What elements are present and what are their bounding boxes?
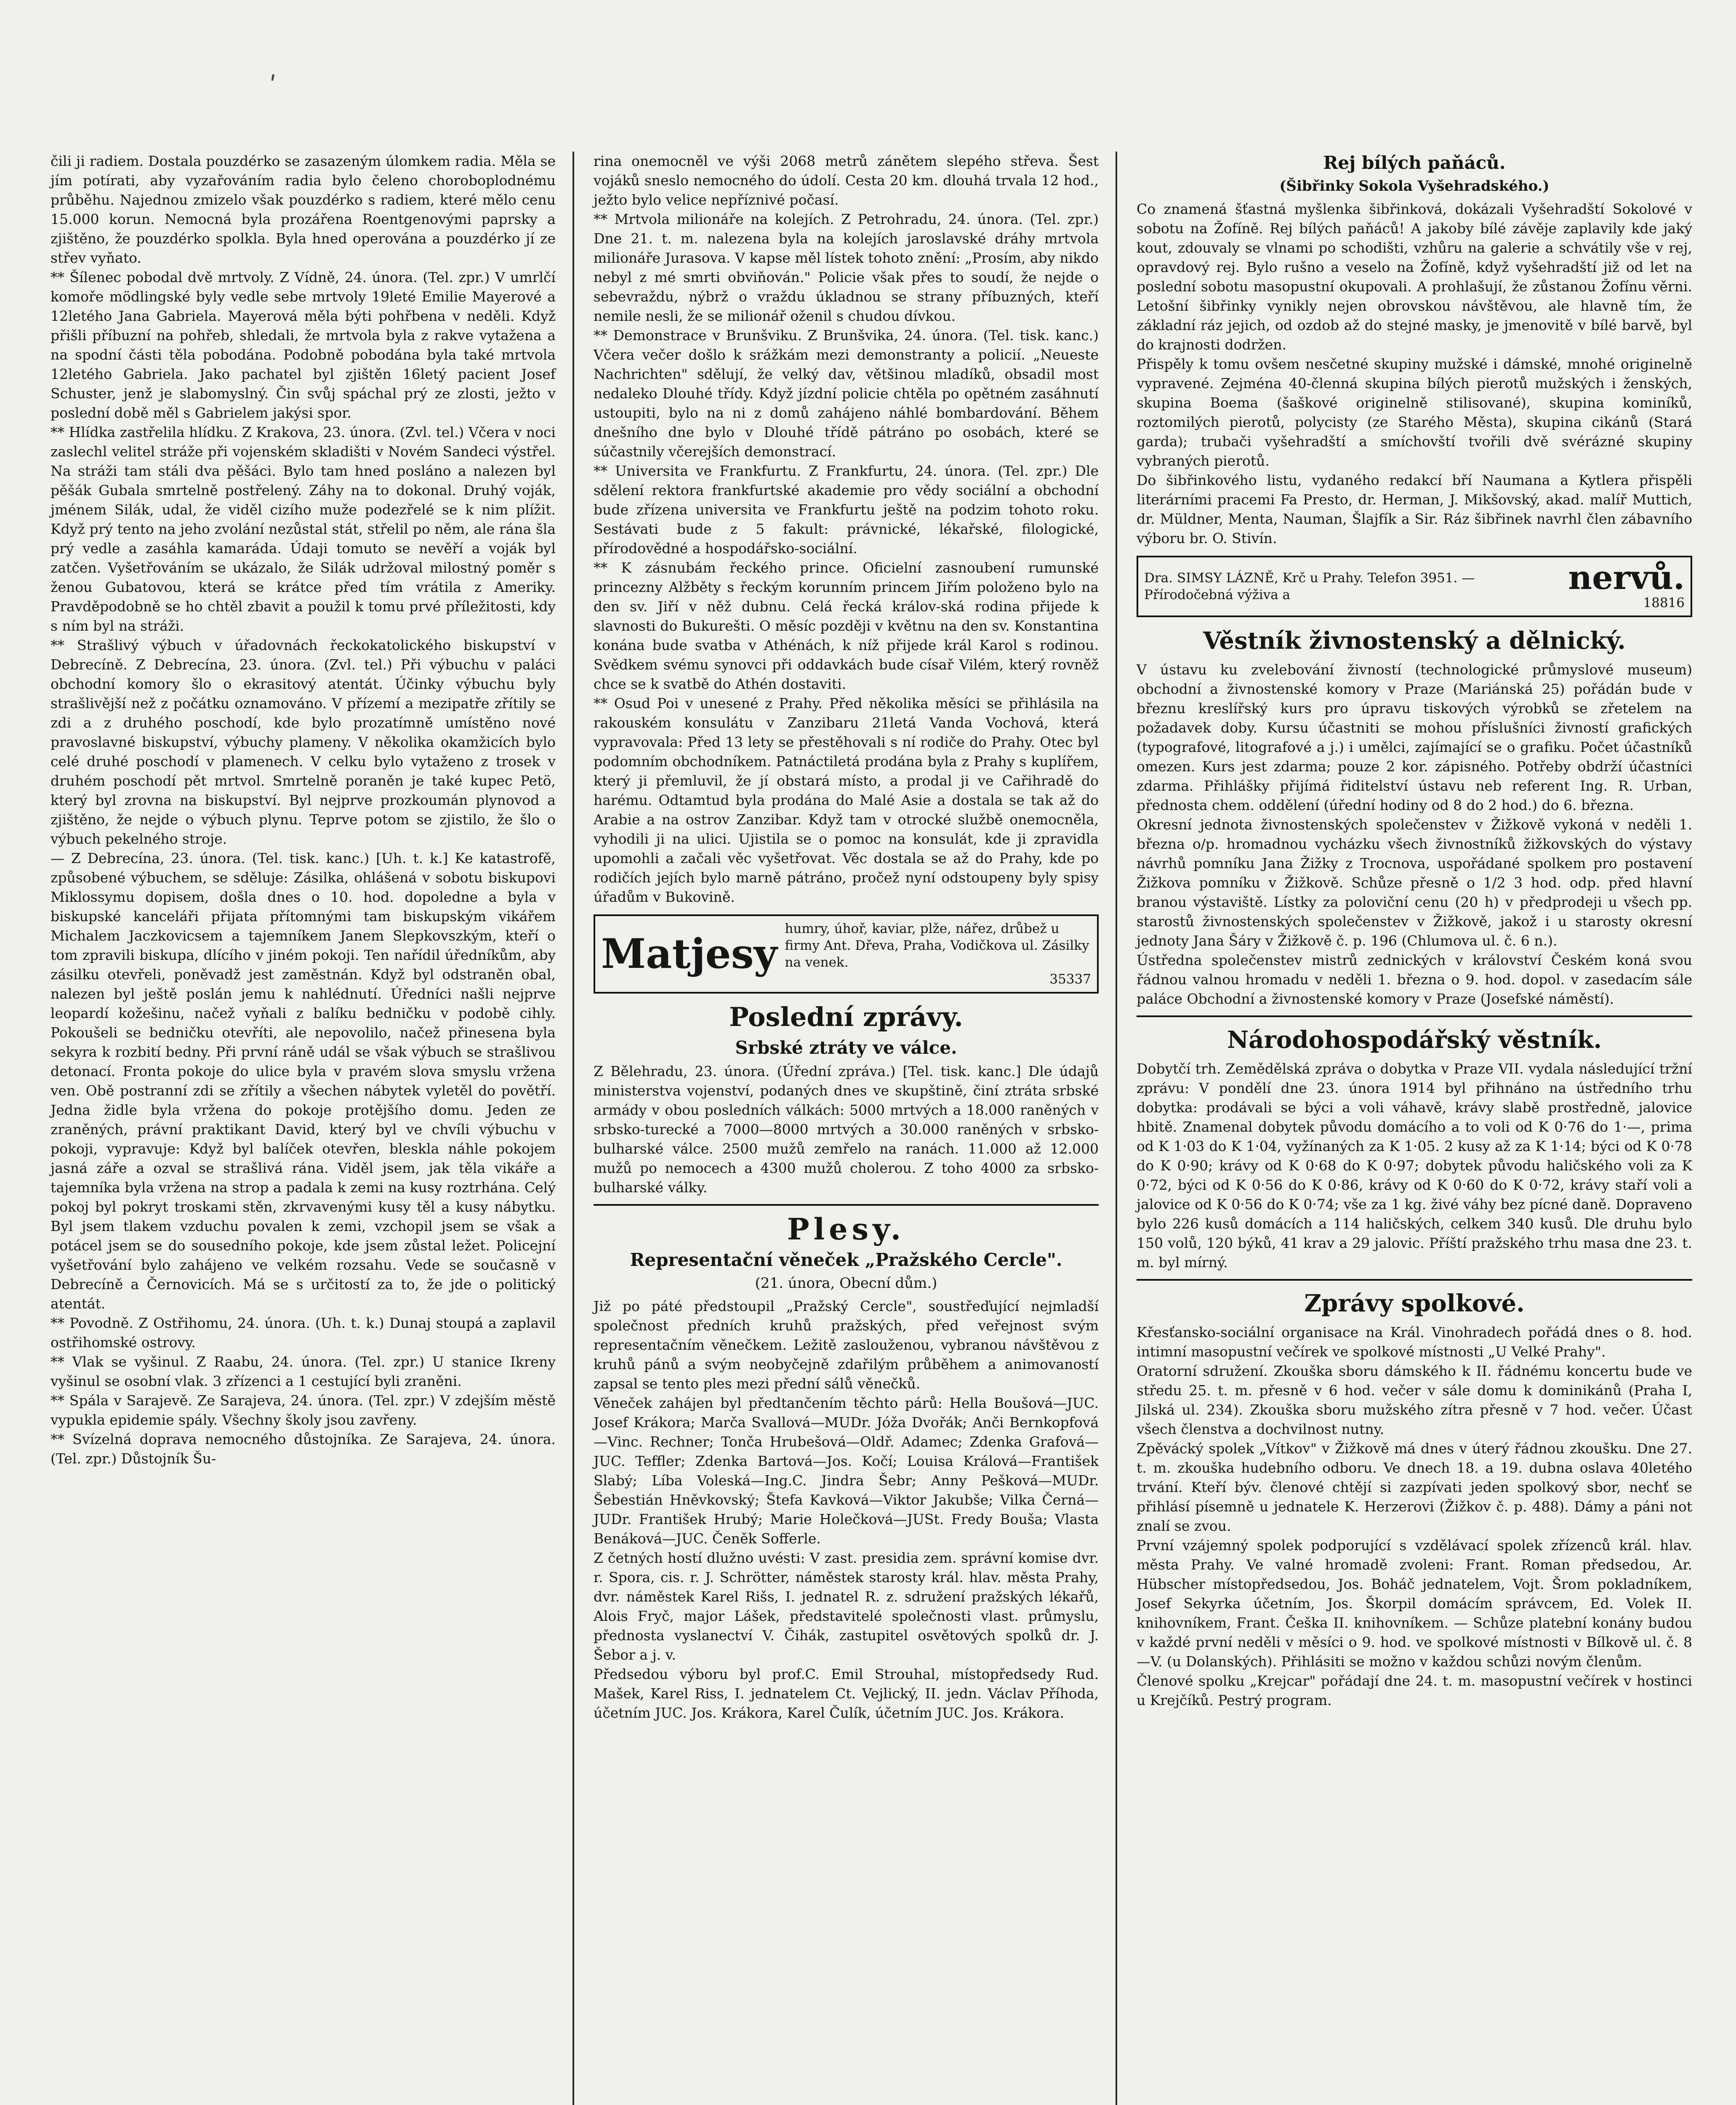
article-paragraph: Členové spolku „Krejcar" pořádají dne 24. t. m. masopustní večírek v hostinci u Krejčíků. Pestrý program. <box>1137 1673 1692 1708</box>
column-rule <box>1116 152 1117 2105</box>
article-paragraph: První vzájemný spolek podporující s vzdělávací spolek zřízenců král. hlav. města Prahy. Ve valné hromadě zvoleni: Frant. Roman předsedou, Ar. Hübscher místopředsedou, Jos. Boháč jednatelem, Vojt. Šrom pokladníkem, Josef Sekyrka účetním, Jos. Škorpil domácím správcem, Ed. Volek II. knihovníkem, Frant. Češka II. knihovníkem. — Schůze platební konány budou v každé první neděli v měsíci o 9. hod. ve spolkové místnosti v Bílkově ul. č. 8—V. (u Dolanských). Přihlásiti se možno v každou schůzi novým členům. <box>1137 1537 1692 1670</box>
divider <box>1137 1279 1692 1281</box>
article-paragraph: ** Strašlivý výbuch v úřadovnách řeckokatolického biskupství v Debrecíně. Z Debrecína, 23. února. (Zvl. tel.) Při výbuchu v paláci obchodní komory šlo o ekrasitový atentát. Účinky výbuchu byly strašlivější než z počátku oznamováno. V přízemí a mezipatře zřítily se zdi a z druhého poschodí, kde bylo prozatímně umístěno nové pravoslavné biskupství, výbuchy plameny. V několika okamžicích bylo celé druhé poschodí v plamenech. V celku bylo vytaženo z trosek v druhém poschodí pět mrtvol. Smrtelně poraněn je také kupec Petö, který byl zrovna na biskupství. Byl nejprve prozkoumán plynovod a zjištěno, že nejde o výbuch plynu. Teprve potom se zjistilo, že šlo o výbuch pekelného stroje. <box>51 637 556 847</box>
article-paragraph: Předsedou výboru byl prof.C. Emil Strouhal, místopředsedy Rud. Mašek, Karel Riss, I. jednatelem Ct. Vejlický, II. jedn. Václav Příhoda, účetním JUC. Jos. Krákora, Karel Čulík, účetním JUC. Jos. Krákora. <box>594 1666 1099 1721</box>
article-paragraph: ** Spála v Sarajevě. Ze Sarajeva, 24. února. (Tel. zpr.) V zdejším městě vypukla epidemie spály. Všechny školy jsou zavřeny. <box>51 1392 556 1428</box>
article-paragraph: — Z Debrecína, 23. února. (Tel. tisk. kanc.) [Uh. t. k.] Ke katastrofě, způsobené výbuchem, se sděluje: Zásilka, ohlášená v sobotu biskupovi Miklossymu dopisem, došla dnes o 10. hod. dopoledne a byla v biskupské kanceláři přijata přítomnými tam biskupským vikářem Michalem Jaczkovicsem a tajemníkem Janem Slepkovszkým, kteří o tom zpravili biskupa, dlícího v jiném pokoji. Ten nařídil úředníkům, aby zásilku otevřeli, poněvadž jest zaměstnán. Když byl odstraněn obal, nalezen byl ještě poslán jemu k nahlédnutí. Úředníci našli nejprve leopardí kožešinu, načež vyňali z balíku bedničku v podobě cihly. Pokoušeli se bedničku otevříti, ale nepovolilo, načež přinesena byla sekyra k rozbití bedny. Při první ráně udál se však výbuch se strašlivou detonací. Fronta pokoje do ulice byla v pravém slova smyslu vržena ven. Obě postranní zdi se zřítily a všechen nábytek vyletěl do povětří. Jedna židle byla vržena do pokoje protějšího domu. Jeden ze zraněných, právní praktikant David, který byl ve chvíli výbuchu v pokoji, vypravuje: Když byl balíček otevřen, bleskla náhle pokojem jasná záře a ozval se strašlivá rána. Viděl jsem, jak těla vikáře a tajemníka byla vržena na strop a padala k zemi na kusy roztrhána. Celý pokoj byl pokryt troskami stěn, zkrvavenými kusy těl a kusy nábytku. Byl jsem tlakem vzduchu povalen k zemi, vzchopil jsem se však a potácel jsem se do sousedního pokoje, kde jsem zůstal ležet. Policejní vyšetřování bylo zahájeno ve velkém rozsahu. Vede se současně v Debrecíně a Černovicích. Má se s určitostí za to, že jde o politický atentát. <box>51 850 556 1312</box>
article-paragraph: Co znamená šťastná myšlenka šibřinková, dokázali Vyšehradští Sokolové v sobotu na Žofíně. Rej bílých paňáců! A jakoby bílé závěje zaplavily kde jaký kout, zdouvaly se vlnami po schodišti, vzhůru na galerie a schvátily vše v rej, opravdový rej. Bylo rušno a veselo na Žofíně, když vyšehradští již od let na poslední sobotu masopustní okupovali. A prohlašují, že zůstanou Žofínu věrni. Letošní šibřinky vynikly nejen obrovskou návštěvou, ale hlavně tím, že základní ráz jejich, od ozdob až do stejné masky, je jmenovitě v bílé barvě, byl do krajnosti dodržen. <box>1137 201 1692 353</box>
advertisement-simsy <box>1137 556 1692 617</box>
section-heading: Národohospodářský věstník. <box>1227 1026 1602 1054</box>
article-paragraph: V ústavu ku zvelebování živností (technologické průmyslové museum) obchodní a živnostenské komory v Praze (Mariánská 25) pořádán bude v březnu kreslířský kurs pro úpravu tiskových výrobků se zřetelem na požadavek doby. Kursu účastniti se mohou příslušníci živností grafických (typografové, litografové a j.) i umělci, zajímající se o grafiku. Počet účastníků omezen. Kurs jest zdarma; pouze 2 kor. zápisného. Potřeby obdrží účastníci zdarma. Přihlášky přijímá řiditelství ústavu neb referent Ing. R. Urban, přednosta chem. oddělení (úřední hodiny od 8 do 2 hod.) do 6. března. <box>1137 661 1692 813</box>
article-paragraph: Z Bělehradu, 23. února. (Úřední zpráva.) [Tel. tisk. kanc.] Dle údajů ministerstva vojenství, podaných dnes ve skupštině, činí ztráta srbské armády v obou posledních válkách: 5000 mrtvých a 18.000 raněných v srbsko-turecké a 7000—8000 mrtvých a 30.000 raněných v srbsko-bulharské válce. 2500 mužů zemřelo na ranách. 11.000 až 12.000 mužů po nemocech a 4300 mužů cholerou. Z toho 4000 za srbsko-bulharské války. <box>594 1063 1099 1196</box>
article-paragraph: Dobytčí trh. Zemědělská zpráva o dobytka v Praze VII. vydala následující tržní zprávu: V pondělí dne 23. února 1914 byl přihnáno na ústředního trhu dobytka: prodávali se býci a voli váhavě, krávy slabě prostředně, jalovice hbitě. Znamenal dobytek původu domácího a to voli od K 0·76 do 1·—, prima od K 1·03 do K 1·04, vyžínaných za K 1·05. 2 kusy až za K 1·14; býci od K 0·78 do K 0·90; krávy od K 0·68 do K 0·97; dobytek původu haličského voli za K 0·72, býci od K 0·56 do K 0·86, krávy od K 0·60 do K 0·72, krávy staří voli a jalovice od K 0·56 do K 0·74; vše za 1 kg. živé váhy bez pícné daně. Dopraveno bylo 226 kusů domácích a 114 haličských, celkem 340 kusů. Dle druhu bylo 150 volů, 120 býků, 41 krav a 29 jalovic. Příští pražského trhu masa dne 23. t. m. byl mírný. <box>1137 1060 1692 1271</box>
article-paragraph: Do šibřinkového listu, vydaného redakcí bří Naumana a Kytlera přispěli literárními pracemi Fa Presto, dr. Herman, J. Mikšovský, akad. malíř Muttich, dr. Müldner, Menta, Nauman, Šlajfík a Sir. Ráz šibřinek navrhl člen zábavního výboru br. O. Stivín. <box>1137 472 1692 546</box>
article-paragraph: Křesťansko-sociální organisace na Král. Vinohradech pořádá dnes o 8. hod. intimní masopustní večírek ve spolkové místnosti „U Velké Prahy". <box>1137 1324 1692 1360</box>
article-paragraph: Okresní jednota živnostenských společenstev v Žižkově vykoná v neděli 1. března o/p. hromadnou vycházku všech živnostníků žižkovských do výstavy návrhů pomníku Jana Žižky z Trocnova, uspořádané spolkem pro postavení Žižkova pomníku v Žižkově. Schůze přesně o 1/2 3 hod. odp. před hlavní branou výstaviště. Lístky za poloviční cenu (20 h) v předprodeji u všech pp. starostů živnostenských společenstev v Žižkově, jakož i u starosty okresní jednoty Jana Šáry v Žižkově č. p. 196 (Chlumova ul. č. 6 n.). <box>1137 816 1692 949</box>
ad-number: 35337 <box>1049 972 1091 987</box>
article-paragraph: ** Osud Poi v unesené z Prahy. Před několika měsíci se přihlásila na rakouském konsulátu v Zanzibaru 21letá Vanda Vochová, která vypravovala: Před 13 lety se přestěhovali s ní rodiče do Prahy. Otec byl podomním obchodníkem. Patnáctiletá prodána byla z Prahy s kuplířem, který ji přemluvil, že jí obstará místo, a prodal ji ve Cařihradě do harému. Odtamtud byla prodána do Malé Asie a dostala se tak až do Arabie a na ostrov Zanzibar. Když tam v otrocké službě onemocněla, vyhodili ji na ulici. Ujistila se o pomoc na konsulát, kde ji zpravidla upomohli a začali věc vyšetřovat. Věc dostala se až do Prahy, kde po rodičích jejích bylo marně pátráno, pročež nyní odstoupeny byly spisy úřadům v Bukovině. <box>594 695 1099 905</box>
article-paragraph: Ústředna společenstev mistrů zednických v království Českém koná svou řádnou valnou hromadu v neděli 1. března o 9. hod. dopol. v zasedacím sále paláce Obchodní a živnostenské komory v Praze (Josefské náměstí). <box>1137 952 1692 1007</box>
divider <box>594 1204 1099 1206</box>
section-date: (21. února, Obecní dům.) <box>755 1275 937 1292</box>
section-subheading: Representační věneček „Pražského Cercle". <box>630 1250 1062 1270</box>
advertisement-majesy <box>594 914 1099 994</box>
article-paragraph: ** Vlak se vyšinul. Z Raabu, 24. února. (Tel. zpr.) U stanice Ikreny vyšinul se osobní vlak. 3 zřízenci a 1 cestující byli zraněni. <box>51 1354 556 1389</box>
article-paragraph: Již po páté předstoupil „Pražský Cercle", soustřeďující nejmladší společnost předních kruhů pražských, před veřejnost svým representačním věnečkem. Ležitě zaslouženou, vybranou návštěvou z kruhů pánů a svým neobyčejně zdařilým průběhem a animovaností zapsal se tento ples mezi přední sálů věnečků. <box>594 1298 1099 1392</box>
ad-number: 18816 <box>1643 595 1685 610</box>
column-2 <box>594 152 1099 1723</box>
section-heading: Plesy. <box>787 1212 905 1247</box>
article-paragraph: Věneček zahájen byl předtančením těchto párů: Hella Boušová—JUC. Josef Krákora; Marča Svallová—MUDr. Jóža Dvořák; Anči Bernkopfová—Vinc. Rechner; Tonča Hrubešová—Oldř. Adamec; Zdenka Grafová—JUC. Teffler; Zdenka Bartová—Jos. Kočí; Louisa Králová—František Slabý; Líba Voleská—Ing.C. Jindra Šebr; Anny Pešková—MUDr. Šebestián Hněvkovský; Štefa Kavková—Viktor Jakubše; Vilka Černá—JUDr. František Hrubý; Marie Holečková—JUSt. Fredy Bouša; Vlasta Benáková—JUC. Čeněk Sofferle. <box>594 1395 1099 1547</box>
article-paragraph: ** Hlídka zastřelila hlídku. Z Krakova, 23. února. (Zvl. tel.) Včera v noci zaslechl velitel stráže při vojenském skladišti v Novém Sandeci výstřel. Na stráži tam stáli dva pěšáci. Bylo tam hned posláno a nalezen byl pěšák Gubala smrtelně postřelený. Záhy na to dokonal. Druhý voják, jménem Silák, udal, že viděl cizího muže podezřelé se k nim plížit. Když prý tento na jeho zvolání nezůstal stát, střelil po něm, ale rána šla prý vedle a zasáhla kamaráda. Údaji tomuto se nevěří a voják byl zatčen. Vyšetřováním se ukázalo, že Silák udržoval milostný poměr s ženou Gubatovou, která se krátce před tím vrátila z Ameriky. Pravděpodobně se ho chtěl zbavit a použil k tomu prvé příležitosti, kdy s ním byl na stráži. <box>51 424 556 634</box>
section-subheading: Srbské ztráty ve válce. <box>735 1037 957 1058</box>
divider <box>1137 1015 1692 1017</box>
article-paragraph: Zpěvácký spolek „Vítkov" v Žižkově má dnes v úterý řádnou zkoušku. Dne 27. t. m. zkouška hudebního odboru. Ve dnech 18. a 19. dubna oslava 40letého trvání. Kteří býv. členové chtějí si zazpívati jeden spolkový sbor, nechť se přihlásí písemně u jednatele K. Herzerovi (Žižkov č. p. 488). Dámy a páni not znalí se zvou. <box>1137 1440 1692 1534</box>
article-paragraph: Oratorní sdružení. Zkouška sboru dámského k II. řádnému koncertu bude ve středu 25. t. m. přesně v 6 hod. večer v sále domu k dominikánů (Praha I, Jilská ul. 234). Zkouška sboru mužského zítra přesně v 7 hod. večer. Účast všech členstva a dochvilnost nutny. <box>1137 1363 1692 1437</box>
ad-logo: Matjesy <box>601 930 777 978</box>
page-mark: ʹ <box>269 72 277 101</box>
article-paragraph: ** Demonstrace v Brunšviku. Z Brunšvika, 24. února. (Tel. tisk. kanc.) Včera večer došlo k srážkám mezi demonstranty a policií. „Neueste Nachrichten" sdělují, že velký dav, většinou mladíků, obsadil most nedaleko Dlouhé třídy. Když jízdní policie chtěla po opětném zasáhnutí ustoupiti, bylo na ni z domů zahájeno náhlé bombardování. Během dnešního dne bylo v Dlouhé třídě pátráno po osobách, které se súčastnily včerejších demonstrací. <box>594 327 1099 460</box>
ad-word: nervů. <box>1568 559 1685 597</box>
article-paragraph: rina onemocněl ve výši 2068 metrů zánětem slepého střeva. Šest vojáků sneslo nemocného do údolí. Cesta 20 km. dlouhá trvala 12 hod., ježto bylo velice nepříznivé počasí. <box>594 153 1099 208</box>
article-paragraph: ** Universita ve Frankfurtu. Z Frankfurtu, 24. února. (Tel. zpr.) Dle sdělení rektora frankfurtské akademie pro vědy sociální a obchodní bude zřízena universita ve Frankfurtu ještě na podzim tohoto roku. Sestávati bude z 5 fakult: právnické, lékařské, filologické, přírodovědné a hospodářsko-sociální. <box>594 463 1099 557</box>
section-heading: Rej bílých paňáců. <box>1323 152 1506 173</box>
section-subheading: (Šibřinky Sokola Vyšehradského.) <box>1279 178 1550 195</box>
ad-text: Dra. SIMSY LÁZNĚ, Krč u Prahy. Telefon 3951. — Přírodočebná výživa a <box>1144 570 1475 602</box>
article-paragraph: ** Svízelná doprava nemocného důstojníka. Ze Sarajeva, 24. února. (Tel. zpr.) Důstojník Šu- <box>51 1431 556 1467</box>
section-heading: Zprávy spolkové. <box>1304 1290 1525 1317</box>
section-heading: Věstník živnostenský a dělnický. <box>1203 627 1626 655</box>
article-paragraph: Z četných hostí dlužno uvésti: V zast. presidia zem. správní komise dvr. r. Spora, cis. r. J. Schrötter, náměstek starosty král. hlav. města Prahy, dvr. náměstek Karel Rišs, I. jednatel R. z. sdružení pražských lékařů, Alois Fryč, major Lášek, představitelé společnosti vlast. průmyslu, přednosta vyslanectví V. Čihák, zastupitel osvětových spolků dr. J. Šebor a j. v. <box>594 1550 1099 1663</box>
article-paragraph: čili ji radiem. Dostala pouzdérko se zasazeným úlomkem radia. Měla se jím potírati, aby vyzařováním radia bylo čeleno choroboplodnému průběhu. Najednou zmizelo však pouzdérko s radiem, které mělo cenu 15.000 korun. Nemocná byla prozářena Roentgenovými paprsky a zjištěno, že pouzdérko spolkla. Byla hned operována a pouzdérko jí ze střev vyňato. <box>51 153 556 266</box>
section-heading: Poslední zprávy. <box>729 1002 963 1032</box>
article-paragraph: Přispěly k tomu ovšem nesčetné skupiny mužské i dámské, mnohé originelně vypravené. Zejména 40-členná skupina bílých pierotů mužských i ženských, skupina Boema (šaškové originelně stilisované), skupina kominíků, roztomilých pierotů, polycisty (ze Starého Města), skupina cikánů (Stará garda); trubači vyšehradští a smíchovští tvořili dvě svérázné skupiny vybraných pierotů. <box>1137 356 1692 469</box>
column-1 <box>51 152 556 1468</box>
column-rule <box>572 152 574 2105</box>
article-paragraph: ** Mrtvola milionáře na kolejích. Z Petrohradu, 24. února. (Tel. zpr.) Dne 21. t. m. nalezena byla na kolejích jaroslavské dráhy mrtvola milionáře Jurasova. V kapse měl lístek tohoto znění: „Prosím, aby nikdo nebyl z mé smrti obviňován." Policie však přes to soudí, že nejde o sebevraždu, nýbrž o vraždu úkladnou se strany příbuzných, kteří nemile nesli, že se milionář oženil s chudou dívkou. <box>594 211 1099 324</box>
article-paragraph: ** Povodně. Z Ostřihomu, 24. února. (Uh. t. k.) Dunaj stoupá a zaplavil ostřihomské ostrovy. <box>51 1315 556 1351</box>
ad-text: humry, úhoř, kaviar, plže, nářez, drůbež u firmy Ant. Dřeva, Praha, Vodičkova ul. Zásilky na venek. <box>785 921 1089 970</box>
column-3 <box>1137 152 1692 1710</box>
newspaper-page <box>51 152 1692 2105</box>
article-paragraph: ** K zásnubám řeckého prince. Oficielní zasnoubení rumunské princezny Alžběty s řeckým korunním princem Jiřím položeno bylo na den sv. Jiří v něž dubnu. Celá řecká králov-ská rodina přijede k slavnosti do Bukurešti. O měsíc později v květnu na den sv. Konstantina konána bude svatba v Athénách, k níž přijede král Karol s rodinou. Svědkem svému synovci při oddavkách bude císař Vilém, který rovněž chce se k svatbě do Athén dostaviti. <box>594 560 1099 692</box>
article-paragraph: ** Šílenec pobodal dvě mrtvoly. Z Vídně, 24. února. (Tel. zpr.) V umrlčí komoře mödlingské byly vedle sebe mrtvoly 19leté Emilie Mayerové a 12letého Jana Gabriela. Mayerová měla býti pohřbena v neděli. Když přišli příbuzní na pohřeb, shledali, že mrtvola byla z rakve vytažena a na spodní části těla pobodána. Podobně pobodána byla také mrtvola 12letého Gabriela. Jako pachatel byl zjištěn 16letý pacient Josef Schuster, jenž je slabomyslný. Čin svůj spáchal prý ze zlosti, ježto v poslední době měl s Gabrielem jakýsi spor. <box>51 269 556 421</box>
